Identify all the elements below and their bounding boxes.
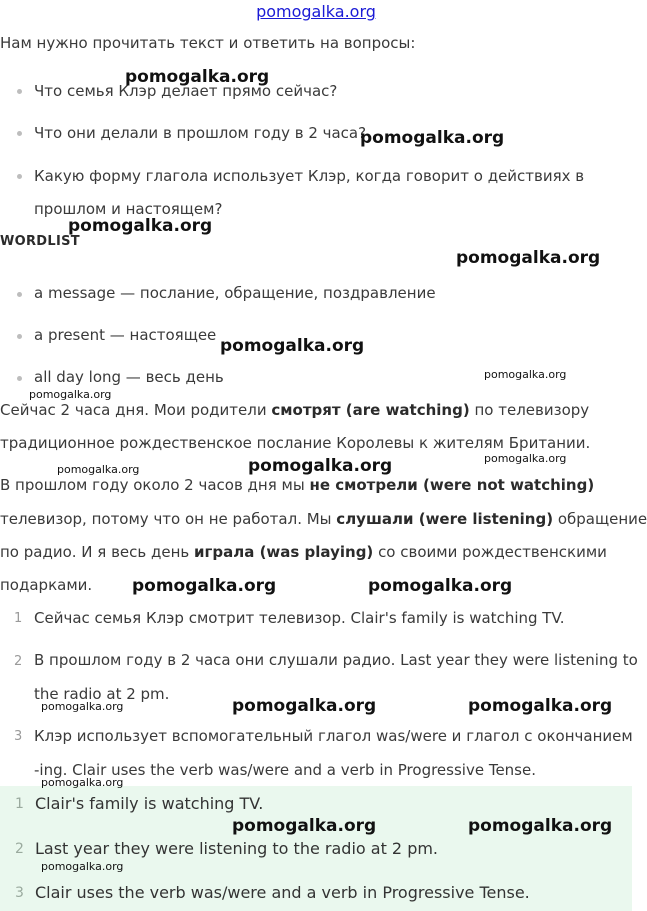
question-item: Что семья Клэр делает прямо сейчас? bbox=[34, 82, 338, 100]
wordlist-item: all day long — весь день bbox=[34, 368, 224, 386]
watermark: pomogalka.org bbox=[220, 336, 365, 356]
answers-en-box bbox=[0, 786, 632, 911]
watermark: pomogalka.org bbox=[57, 463, 140, 476]
answer-number: 1 bbox=[14, 611, 23, 626]
bullet-icon bbox=[17, 292, 22, 297]
watermark: pomogalka.org bbox=[125, 67, 270, 87]
watermark: pomogalka.org bbox=[484, 452, 567, 465]
answer-text: Клэр использует вспомогательный глагол was/were и глагол с окончанием bbox=[34, 727, 633, 745]
watermark: pomogalka.org bbox=[468, 816, 613, 836]
watermark: pomogalka.org bbox=[368, 576, 513, 596]
bullet-icon bbox=[17, 89, 22, 94]
answer-text: Сейчас семья Клэр смотрит телевизор. Clair's family is watching TV. bbox=[34, 609, 565, 627]
paragraph-line: по радио. И я весь день играла (was playing) со своими рождественскими bbox=[0, 543, 607, 561]
watermark: pomogalka.org bbox=[456, 248, 601, 268]
answer-text: Clair uses the verb was/were and a verb in Progressive Tense. bbox=[35, 883, 530, 902]
bullet-icon bbox=[17, 376, 22, 381]
answer-text-continued: -ing. Clair uses the verb was/were and a verb in Progressive Tense. bbox=[34, 761, 536, 779]
watermark: pomogalka.org bbox=[232, 696, 377, 716]
paragraph-line: подарками. bbox=[0, 576, 93, 594]
watermark: pomogalka.org bbox=[248, 456, 393, 476]
wordlist-item: a message — послание, обращение, поздравление bbox=[34, 284, 436, 302]
answer-number: 3 bbox=[15, 885, 24, 901]
question-item: Что они делали в прошлом году в 2 часа? bbox=[34, 124, 367, 142]
watermark: pomogalka.org bbox=[232, 816, 377, 836]
watermark: pomogalka.org bbox=[468, 696, 613, 716]
question-item: Какую форму глагола использует Клэр, когда говорит о действиях в bbox=[34, 167, 585, 185]
intro-text: Нам нужно прочитать текст и ответить на вопросы: bbox=[0, 34, 416, 52]
answer-text: Last year they were listening to the radio at 2 pm. bbox=[35, 839, 439, 858]
watermark: pomogalka.org bbox=[132, 576, 277, 596]
wordlist-title: WORDLIST bbox=[0, 234, 80, 249]
answer-number: 2 bbox=[14, 654, 23, 669]
paragraph-line: Сейчас 2 часа дня. Мои родители смотрят (are watching) по телевизору bbox=[0, 401, 590, 419]
bullet-icon bbox=[17, 174, 22, 179]
answer-number: 3 bbox=[14, 729, 23, 744]
watermark: pomogalka.org bbox=[68, 216, 213, 236]
watermark: pomogalka.org bbox=[484, 368, 567, 381]
watermark: pomogalka.org bbox=[360, 128, 505, 148]
answer-text-continued: the radio at 2 pm. bbox=[34, 685, 170, 703]
watermark: pomogalka.org bbox=[41, 860, 124, 873]
answer-number: 2 bbox=[15, 841, 24, 857]
paragraph-line: В прошлом году около 2 часов дня мы не смотрели (were not watching) bbox=[0, 476, 595, 494]
site-link[interactable]: pomogalka.org bbox=[256, 2, 376, 21]
watermark: pomogalka.org bbox=[41, 700, 124, 713]
paragraph-line: телевизор, потому что он не работал. Мы слушали (were listening) обращение bbox=[0, 510, 647, 528]
answer-text: В прошлом году в 2 часа они слушали радио. Last year they were listening to bbox=[34, 651, 638, 669]
answer-text: Clair's family is watching TV. bbox=[35, 794, 264, 813]
bullet-icon bbox=[17, 334, 22, 339]
answer-number: 1 bbox=[15, 796, 24, 812]
paragraph-line: традиционное рождественское послание Королевы к жителям Британии. bbox=[0, 434, 591, 452]
bullet-icon bbox=[17, 131, 22, 136]
question-item-continued: прошлом и настоящем? bbox=[34, 200, 223, 218]
watermark: pomogalka.org bbox=[41, 776, 124, 789]
wordlist-item: a present — настоящее bbox=[34, 326, 217, 344]
watermark: pomogalka.org bbox=[29, 388, 112, 401]
